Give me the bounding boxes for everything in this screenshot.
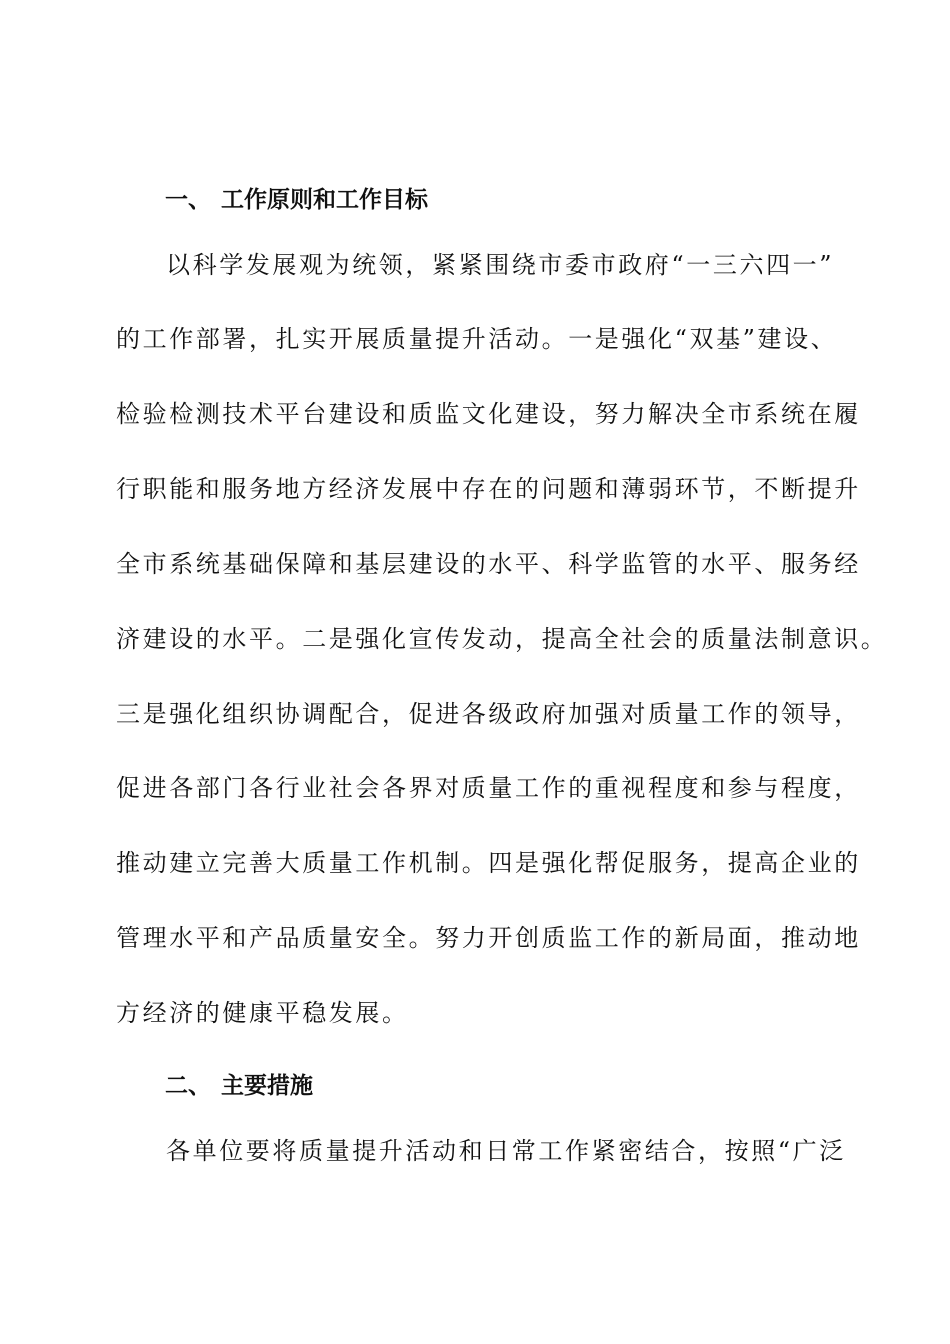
paragraph-line: 全市系统基础保障和基层建设的水平、科学监管的水平、服务经 (116, 550, 861, 578)
paragraph-line: 管理水平和产品质量安全。努力开创质监工作的新局面，推动地 (116, 924, 861, 952)
section-heading-2 (165, 1075, 313, 1098)
paragraph-line: 促进各部门各行业社会各界对质量工作的重视程度和参与程度， (116, 774, 861, 802)
paragraph-line: 检验检测技术平台建设和质监文化建设，努力解决全市系统在履 (116, 400, 861, 428)
paragraph-line: 以科学发展观为统领，紧紧围绕市委市政府“一三六四一” (166, 251, 835, 279)
paragraph-line: 行职能和服务地方经济发展中存在的问题和薄弱环节，不断提升 (116, 475, 861, 503)
section-title: 工作原则和工作目标 (221, 187, 428, 213)
paragraph-line: 各单位要将质量提升活动和日常工作紧密结合，按照“广泛 (166, 1137, 846, 1165)
section-title: 主要措施 (221, 1073, 313, 1099)
paragraph-line: 推动建立完善大质量工作机制。四是强化帮促服务，提高企业的 (116, 849, 861, 877)
paragraph-line: 的工作部署，扎实开展质量提升活动。一是强化“双基”建设、 (116, 325, 838, 353)
paragraph-line: 济建设的水平。二是强化宣传发动，提高全社会的质量法制意识。 (116, 625, 888, 653)
section-heading-1 (165, 189, 428, 212)
paragraph-line: 方经济的健康平稳发展。 (116, 999, 409, 1027)
section-number: 二、 (165, 1073, 211, 1099)
section-number: 一、 (165, 187, 211, 213)
paragraph-line: 三是强化组织协调配合，促进各级政府加强对质量工作的领导， (116, 700, 861, 728)
